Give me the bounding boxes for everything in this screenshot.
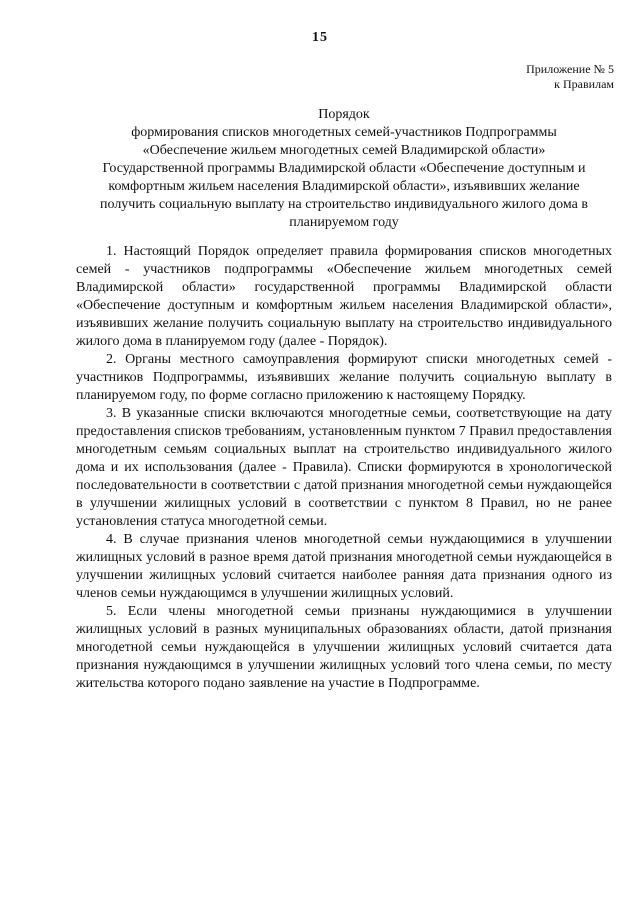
heading-line: Государственной программы Владимирской области «Обеспечение доступным и [102, 161, 586, 176]
heading-line: «Обеспечение жильем многодетных семей Владимирской области» [142, 143, 546, 158]
heading-line: получить социальную выплату на строительство индивидуального жилого дома в [100, 197, 588, 212]
paragraph-4: 4. В случае признания членов многодетной семьи нуждающимися в улучшении жилищных условий в разное время датой признания многодетной семьи нуждающейся в улучшении жилищных условий считается наиболее ранняя дата признания одного из членов семьи нуждающимся в улучшении жилищных условий. [76, 532, 612, 601]
heading-title: Порядок [318, 107, 370, 122]
document-heading [76, 106, 612, 232]
paragraph-2: 2. Органы местного самоуправления формируют списки многодетных семей - участников Подпрограммы, изъявивших желание получить социальную выплату в планируемом году, по форме согласно приложению к настоящему Порядку. [76, 352, 612, 403]
heading-line: планируемом году [289, 215, 399, 230]
page-number: 15 [312, 30, 328, 45]
heading-line: комфортным жильем населения Владимирской области», изъявивших желание [108, 179, 580, 194]
paragraph-5: 5. Если члены многодетной семьи признаны нуждающимися в улучшении жилищных условий в разных муниципальных образованиях области, датой признания многодетной семьи нуждающейся в улучшении жилищных условий считается дата признания нуждающимся в улучшении жилищных условий того члена семьи, по месту жительства которого подано заявление на участие в Подпрограмме. [76, 604, 612, 691]
heading-line: формирования списков многодетных семей-участников Подпрограммы [131, 125, 557, 140]
appendix-number: Приложение № 5 [526, 62, 614, 76]
document-body [76, 243, 612, 693]
appendix-target: к Правилам [554, 77, 614, 91]
paragraph-1: 1. Настоящий Порядок определяет правила формирования списков многодетных семей - участников подпрограммы «Обеспечение жильем многодетных семей Владимирской области» государственной программы Владимирской области «Обеспечение доступным и комфортным жильем населения Владимирской области», изъявивших желание получить социальную выплату на строительство индивидуального жилого дома в планируемом году (далее - Порядок). [76, 244, 612, 349]
appendix-reference [526, 62, 614, 92]
paragraph-3: 3. В указанные списки включаются многодетные семьи, соответствующие на дату предоставления списков требованиям, установленным пунктом 7 Правил предоставления многодетным семьям социальных выплат на строительство индивидуального жилого дома и их использования (далее - Правила). Списки формируются в хронологической последовательности в соответствии с датой признания многодетной семьи нуждающейся в улучшении жилищных условий в соответствии с пунктом 8 Правил, но не ранее установления статуса многодетной семьи. [76, 406, 612, 529]
